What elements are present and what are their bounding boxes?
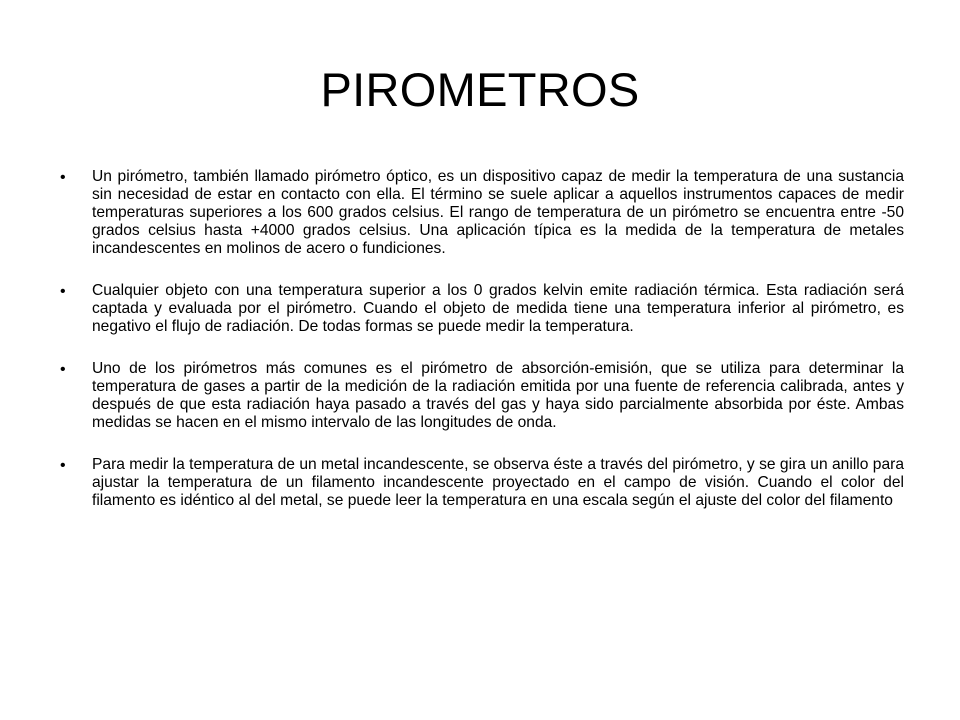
bullet-item-3 [60, 360, 904, 432]
bullet-text: Cualquier objeto con una temperatura superior a los 0 grados kelvin emite radiación térmica. Esta radiación será captada y evaluada por el pirómetro. Cuando el objeto de medida tiene una temperatura inferior al pirómetro, es negativo el flujo de radiación. De todas formas se puede medir la temperatura. [92, 282, 904, 335]
bullet-item-4 [60, 456, 904, 510]
slide-title: PIROMETROS [320, 63, 640, 116]
bullet-marker: • [60, 169, 66, 186]
bullet-marker: • [60, 283, 66, 300]
bullet-item-1 [60, 168, 904, 258]
bullet-marker: • [60, 361, 66, 378]
bullet-text: Uno de los pirómetros más comunes es el pirómetro de absorción-emisión, que se utiliza para determinar la temperatura de gases a partir de la medición de la radiación emitida por una fuente de referencia calibrada, antes y después de que esta radiación haya pasado a través del gas y haya sido parcialmente absorbida por éste. Ambas medidas se hacen en el mismo intervalo de las longitudes de onda. [92, 360, 904, 431]
bullet-marker: • [60, 457, 66, 474]
bullet-item-2 [60, 282, 904, 336]
bullet-text: Para medir la temperatura de un metal incandescente, se observa éste a través del pirómetro, y se gira un anillo para ajustar la temperatura de un filamento incandescente proyectado en el campo de visión. Cuando el color del filamento es idéntico al del metal, se puede leer la temperatura en una escala según el ajuste del color del filamento [92, 456, 904, 509]
bullet-list [60, 168, 904, 534]
bullet-text: Un pirómetro, también llamado pirómetro óptico, es un dispositivo capaz de medir la temperatura de una sustancia sin necesidad de estar en contacto con ella. El término se suele aplicar a aquellos instrumentos capaces de medir temperaturas superiores a los 600 grados celsius. El rango de temperatura de un pirómetro se encuentra entre -50 grados celsius hasta +4000 grados celsius. Una aplicación típica es la medida de la temperatura de metales incandescentes en molinos de acero o fundiciones. [92, 168, 904, 257]
